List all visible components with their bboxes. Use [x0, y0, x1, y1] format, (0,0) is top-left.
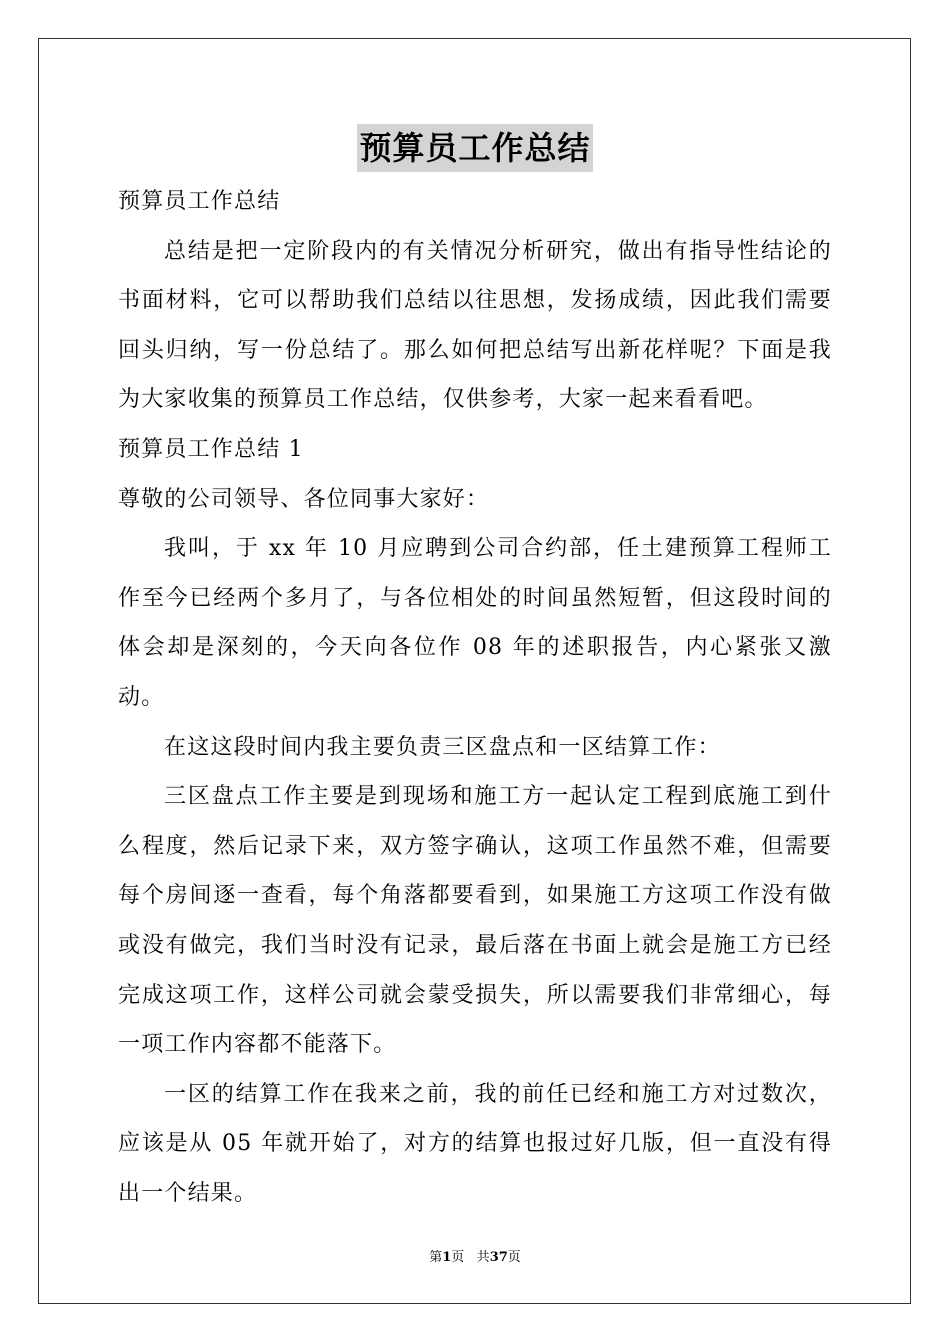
total-suffix: 页	[507, 1250, 521, 1265]
page-suffix: 页	[451, 1250, 465, 1265]
document-body	[118, 177, 832, 1218]
page-prefix: 第	[429, 1250, 443, 1265]
page-number: 1	[442, 1250, 452, 1265]
paragraph: 在这这段时间内我主要负责三区盘点和一区结算工作：	[164, 734, 721, 760]
title-container	[0, 124, 950, 172]
section-heading: 预算员工作总结 1	[118, 436, 304, 462]
total-prefix: 共	[476, 1250, 490, 1265]
paragraph: 总结是把一定阶段内的有关情况分析研究，做出有指导性结论的书面材料，它可以帮助我们总结以往思想，发扬成绩，因此我们需要回头归纳，写一份总结了。那么如何把总结写出新花样呢？下面是我为大家收集的预算员工作总结，仅供参考，大家一起来看看吧。	[118, 238, 832, 413]
paragraph: 三区盘点工作主要是到现场和施工方一起认定工程到底施工到什么程度，然后记录下来，双方签字确认，这项工作虽然不难，但需要每个房间逐一查看，每个角落都要看到，如果施工方这项工作没有做或没有做完，我们当时没有记录，最后落在书面上就会是施工方已经完成这项工作，这样公司就会蒙受损失，所以需要我们非常细心，每一项工作内容都不能落下。	[118, 784, 832, 1058]
total-pages: 37	[489, 1250, 508, 1265]
paragraph: 我叫，于 xx 年 10 月应聘到公司合约部，任土建预算工程师工作至今已经两个多月了，与各位相处的时间虽然短暂，但这段时间的体会却是深刻的，今天向各位作 08 年的述职报告，内心紧张又激动。	[118, 536, 832, 710]
document-title: 预算员工作总结	[357, 124, 592, 172]
salutation: 尊敬的公司领导、各位同事大家好：	[118, 486, 490, 512]
page-footer	[0, 1249, 950, 1267]
paragraph: 预算员工作总结	[118, 189, 281, 214]
paragraph: 一区的结算工作在我来之前，我的前任已经和施工方对过数次，应该是从 05 年就开始了，对方的结算也报过好几版，但一直没有得出一个结果。	[118, 1081, 832, 1206]
